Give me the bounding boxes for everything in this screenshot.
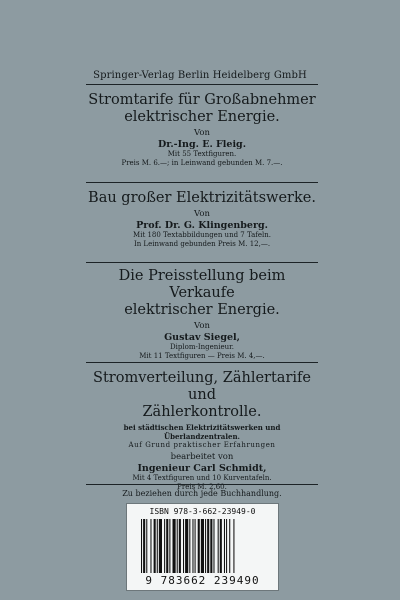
book-detail: Mit 180 Textabbildungen und 7 Tafeln. (133, 231, 271, 239)
by-label: Von (194, 321, 210, 331)
book-title-line: Stromtarife für Großabnehmer (88, 92, 316, 108)
book-detail: In Leinwand gebunden Preis M. 12,—. (133, 240, 271, 248)
book-subtitle: bei städtischen Elektrizitätswerken und Überlandzentralen. (123, 423, 281, 441)
book-author: Gustav Siegel, (164, 332, 240, 343)
by-label: Von (194, 209, 210, 219)
publisher-line: Springer-Verlag Berlin Heidelberg GmbH (93, 70, 307, 81)
book-entry-3 (86, 268, 318, 361)
barcode-bars (141, 519, 264, 573)
top-divider (86, 84, 318, 85)
book-title-line: elektrischer Energie. (124, 109, 280, 125)
book-detail: Mit 55 Textfiguren. (167, 150, 237, 158)
book-title-line: Die Preisstellung beim Verkaufe (118, 268, 286, 301)
book-entry-4 (86, 370, 318, 492)
isbn-text: ISBN 978-3-662-23949-0 (149, 507, 256, 516)
divider (86, 262, 318, 263)
book-entry-1 (86, 92, 318, 168)
book-title-line: elektrischer Energie. (124, 302, 280, 318)
ean-digits: 9 783662 239490 (145, 574, 260, 587)
book-title-line: Zählerkontrolle. (142, 404, 262, 420)
divider (86, 484, 318, 485)
book-subtitle-2: Auf Grund praktischer Erfahrungen (128, 441, 276, 449)
by-label: Von (194, 128, 210, 138)
book-title-line: Stromverteilung, Zählertarife und (93, 370, 311, 403)
book-author: Dr.-Ing. E. Fleig. (157, 139, 247, 150)
book-entry-2 (86, 190, 318, 249)
footer-note: Zu beziehen durch jede Buchhandlung. (122, 489, 282, 498)
book-detail: Preis M. 2,60. (177, 483, 227, 491)
book-detail: Mit 11 Textfiguren — Preis M. 4,—. (139, 352, 265, 360)
by-label: bearbeitet von (170, 452, 234, 462)
book-author: Ingenieur Carl Schmidt, (137, 463, 267, 474)
isbn-barcode (126, 503, 279, 591)
divider (86, 362, 318, 363)
author-subtitle: Diplom-Ingenieur. (170, 343, 234, 351)
book-detail: Preis M. 6.—; in Leinwand gebunden M. 7.—. (121, 159, 283, 167)
book-author: Prof. Dr. G. Klingenberg. (136, 220, 268, 231)
divider (86, 182, 318, 183)
book-detail: Mit 4 Textfiguren und 10 Kurventafeln. (132, 474, 272, 482)
book-title-line: Bau großer Elektrizitätswerke. (88, 190, 316, 206)
